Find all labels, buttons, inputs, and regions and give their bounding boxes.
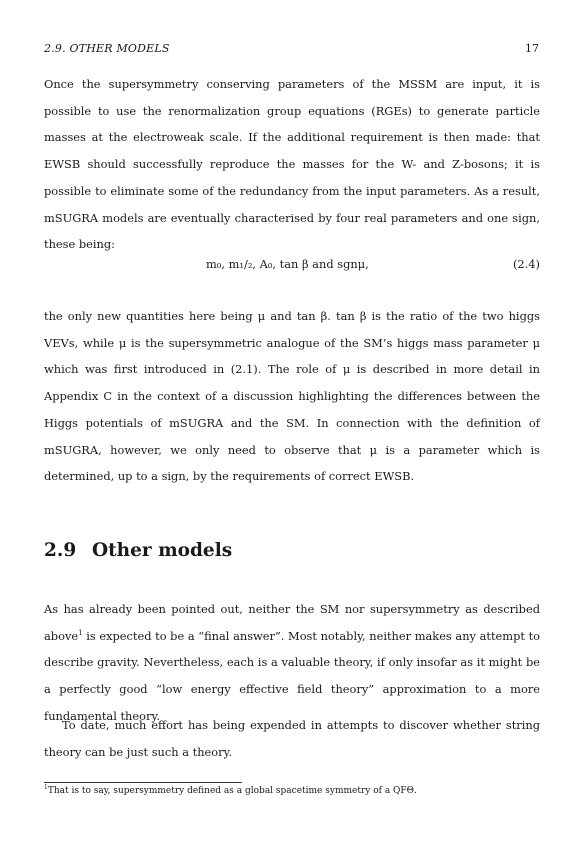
equation-2-4 xyxy=(44,257,540,279)
footnote-text: That is to say, supersymmetry defined as a global spacetime symmetry of a QFΘ. xyxy=(47,786,417,796)
section-number: 2.9 xyxy=(44,540,77,561)
paragraph-mu-tanbeta: the only new quantities here being μ and tan β. tan β is the ratio of the two higgs VEVs, while μ is the supersymmetric analogue of the SM’s higgs mass parameter μ which was first introduced in (2.1). The role of μ is described in more detail in Appendix C in the context of a discussion highlighting the differences between the Higgs potentials of mSUGRA and the SM. In connection with the definition of mSUGRA, however, we only need to observe that μ is a parameter which is determined, up to a sign, by the requirements of correct EWSB. xyxy=(44,309,540,484)
footnote-mark: 1 xyxy=(44,784,48,791)
footnote-reference[interactable]: 1 xyxy=(78,628,83,637)
running-title: 2.9. OTHER MODELS xyxy=(44,42,170,55)
footnote xyxy=(44,786,540,796)
paragraph-text-start: As has already been pointed out, neither the SM nor supersymmetry as described above xyxy=(44,602,540,643)
paragraph-string-theory: To date, much effort has being expended in attempts to discover whether string theory can be just such a theory. xyxy=(44,718,540,759)
running-header xyxy=(44,42,539,58)
footnote-divider xyxy=(44,782,242,783)
paragraph-other-models xyxy=(44,596,540,730)
paragraph-mssm-parameters: Once the supersymmetry conserving parameters of the MSSM are input, it is possible to use the renormalization group equations (RGEs) to generate particle masses at the electroweak scale. If the additional requirement is then made: that EWSB should successfully reproduce the masses for the W- and Z-bosons; it is possible to eliminate some of the redundancy from the input parameters. As a result, mSUGRA models are eventually characterised by four real parameters and one sign, these being: xyxy=(44,77,540,252)
page-number: 17 xyxy=(525,42,539,55)
section-title: Other models xyxy=(92,540,233,561)
paragraph-text-rest: is expected to be a “final answer”. Most notably, neither makes any attempt to describe gravity. Nevertheless, each is a valuable theory, if only insofar as it might be a perfectly good “low energy effective field theory” approximation to a more fundamental theory. xyxy=(44,628,540,723)
equation-number: (2.4) xyxy=(512,257,540,271)
section-heading xyxy=(44,540,232,561)
equation-formula: m₀, m₁/₂, A₀, tan β and sgnμ, xyxy=(206,257,369,271)
